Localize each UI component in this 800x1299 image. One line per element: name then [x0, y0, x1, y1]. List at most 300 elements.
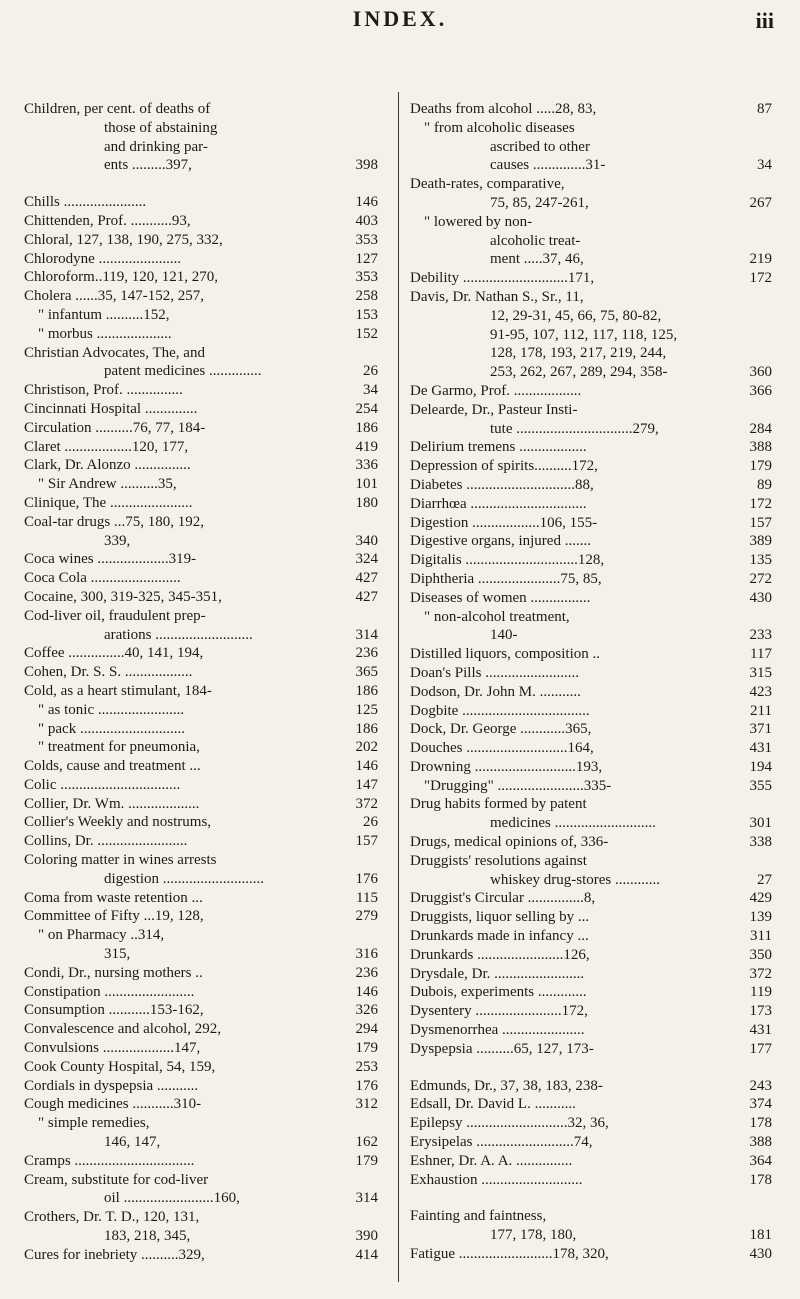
index-page-ref: 253 — [355, 1058, 378, 1075]
index-entry-text: Coca wines ...................319- — [24, 551, 197, 568]
index-line — [410, 326, 772, 345]
index-entry-text: Drysdale, Dr. ........................ — [410, 965, 585, 982]
index-entry-text: Coffee ...............40, 141, 194, — [24, 645, 204, 662]
index-page-ref: 390 — [355, 1228, 378, 1245]
index-page-ref: 176 — [355, 870, 378, 887]
index-entry-text: De Garmo, Prof. .................. — [410, 382, 582, 399]
index-entry-text: Druggists, liquor selling by ... — [410, 909, 590, 926]
index-page-ref: 139 — [749, 909, 772, 926]
index-page-ref: 146 — [355, 758, 378, 775]
index-line — [24, 287, 378, 306]
index-line — [24, 757, 378, 776]
index-page-ref: 26 — [363, 363, 378, 380]
index-line — [24, 720, 378, 739]
index-page-ref: 388 — [749, 439, 772, 456]
index-line — [24, 475, 378, 494]
index-line — [410, 232, 772, 251]
index-entry-text: Fainting and faintness, — [410, 1208, 547, 1225]
index-page-ref: 176 — [355, 1077, 378, 1094]
index-entry-text: Cholera ......35, 147-152, 257, — [24, 288, 204, 305]
index-line — [410, 1077, 772, 1096]
index-line — [410, 307, 772, 326]
index-line — [24, 456, 378, 475]
index-entry-text: 315, — [104, 946, 131, 963]
index-page-ref: 427 — [355, 588, 378, 605]
index-page-ref: 115 — [356, 889, 378, 906]
index-entry-text: Drugs, medical opinions of, 336- — [410, 834, 609, 851]
index-entry-text: Dock, Dr. George ............365, — [410, 721, 592, 738]
index-page-ref: 117 — [750, 646, 772, 663]
index-entry-text: Eshner, Dr. A. A. ............... — [410, 1152, 573, 1169]
index-line — [410, 551, 772, 570]
index-line — [410, 1226, 772, 1245]
index-page-ref: 236 — [355, 645, 378, 662]
index-entry-text: Edmunds, Dr., 37, 38, 183, 238- — [410, 1077, 603, 1094]
index-page-ref: 279 — [355, 908, 378, 925]
index-entry-text: Douches ...........................164, — [410, 740, 594, 757]
index-line — [24, 1020, 378, 1039]
index-line — [24, 138, 378, 157]
index-entry-text: Cocaine, 300, 319-325, 345-351, — [24, 588, 222, 605]
index-entry-text: Fatigue .........................178, 320, — [410, 1246, 609, 1263]
index-line — [24, 362, 378, 381]
index-line — [24, 268, 378, 287]
index-line — [410, 908, 772, 927]
index-line — [24, 813, 378, 832]
index-entry-text: Davis, Dr. Nathan S., Sr., 11, — [410, 288, 584, 305]
index-entry-text: ascribed to other — [490, 138, 590, 155]
index-page-ref: 34 — [757, 157, 772, 174]
index-page-ref: 147 — [355, 776, 378, 793]
index-entry-text: " non-alcohol treatment, — [424, 608, 570, 625]
index-entry-text: Digestive organs, injured ....... — [410, 533, 591, 550]
index-line — [410, 889, 772, 908]
index-line — [24, 701, 378, 720]
index-entry-text: Erysipelas ..........................74, — [410, 1134, 593, 1151]
index-entry-text: Cordials in dyspepsia ........... — [24, 1077, 199, 1094]
index-page-ref: 172 — [749, 270, 772, 287]
index-entry-text: Cramps ................................ — [24, 1152, 195, 1169]
index-page-ref: 179 — [355, 1040, 378, 1057]
index-entry-text: Dogbite .................................. — [410, 702, 590, 719]
index-line — [410, 758, 772, 777]
index-line — [24, 231, 378, 250]
index-line — [410, 382, 772, 401]
index-line — [410, 965, 772, 984]
index-entry-text: Cod-liver oil, fraudulent prep- — [24, 607, 206, 624]
index-entry-text: Cough medicines ...........310- — [24, 1096, 202, 1113]
index-line — [24, 1058, 378, 1077]
index-line — [410, 645, 772, 664]
index-page-ref: 153 — [355, 306, 378, 323]
index-page-ref: 101 — [355, 476, 378, 493]
index-page-ref: 119 — [750, 984, 772, 1001]
index-entry-text: Chloral, 127, 138, 190, 275, 332, — [24, 231, 223, 248]
index-line — [24, 1114, 378, 1133]
index-line — [410, 983, 772, 1002]
index-entry-text: Dodson, Dr. John M. ........... — [410, 683, 581, 700]
index-entry-text: those of abstaining — [104, 119, 218, 136]
index-line — [410, 1021, 772, 1040]
index-page-ref: 389 — [749, 533, 772, 550]
index-gap — [410, 1189, 772, 1207]
index-page-ref: 26 — [363, 814, 378, 831]
index-entry-text: 75, 85, 247-261, — [490, 194, 589, 211]
index-page-ref: 243 — [749, 1077, 772, 1094]
index-line — [24, 381, 378, 400]
index-entry-text: Dyspepsia ..........65, 127, 173- — [410, 1040, 594, 1057]
index-entry-text: 146, 147, — [104, 1134, 161, 1151]
index-line — [24, 907, 378, 926]
index-entry-text: Consumption ...........153-162, — [24, 1002, 204, 1019]
index-line — [24, 250, 378, 269]
index-page-ref: 179 — [749, 458, 772, 475]
index-page-ref: 157 — [355, 833, 378, 850]
index-entry-text: Cohen, Dr. S. S. .................. — [24, 664, 193, 681]
index-line — [410, 570, 772, 589]
index-entry-text: Dysentery .......................172, — [410, 1003, 588, 1020]
index-page-ref: 181 — [749, 1227, 772, 1244]
index-page-ref: 186 — [355, 419, 378, 436]
index-line — [24, 532, 378, 551]
index-page-ref: 360 — [749, 364, 772, 381]
index-page-ref: 366 — [749, 382, 772, 399]
index-page-ref: 353 — [355, 269, 378, 286]
index-entry-text: Cures for inebriety ..........329, — [24, 1246, 205, 1263]
index-line — [410, 269, 772, 288]
index-entry-text: Colds, cause and treatment ... — [24, 758, 201, 775]
index-entry-text: " treatment for pneumonia, — [38, 739, 200, 756]
index-line — [24, 419, 378, 438]
index-page-ref: 284 — [749, 420, 772, 437]
index-line — [410, 344, 772, 363]
index-page-ref: 316 — [355, 946, 378, 963]
index-page-ref: 353 — [355, 231, 378, 248]
index-entry-text: " infantum ..........152, — [38, 306, 170, 323]
index-page-ref: 326 — [355, 1002, 378, 1019]
index-page-ref: 364 — [749, 1152, 772, 1169]
index-entry-text: 339, — [104, 532, 131, 549]
index-entry-text: 140- — [490, 627, 518, 644]
index-line — [410, 814, 772, 833]
index-line — [410, 495, 772, 514]
index-line — [410, 871, 772, 890]
index-line — [410, 683, 772, 702]
index-page-ref: 178 — [749, 1115, 772, 1132]
index-gap — [410, 1059, 772, 1077]
index-page-ref: 338 — [749, 834, 772, 851]
index-line — [410, 702, 772, 721]
index-line — [24, 1189, 378, 1208]
index-page-ref: 177 — [749, 1040, 772, 1057]
index-page-ref: 219 — [749, 251, 772, 268]
index-entry-text: Chills ...................... — [24, 194, 147, 211]
index-entry-text: alcoholic treat- — [490, 232, 581, 249]
index-page-ref: 186 — [355, 682, 378, 699]
index-line — [24, 644, 378, 663]
index-line — [24, 1246, 378, 1265]
index-line — [410, 1040, 772, 1059]
index-entry-text: Coma from waste retention ... — [24, 889, 203, 906]
index-line — [24, 494, 378, 513]
index-entry-text: Chlorodyne ...................... — [24, 250, 182, 267]
index-entry-text: "Drugging" .......................335- — [424, 777, 612, 794]
index-line — [410, 1133, 772, 1152]
index-line — [24, 438, 378, 457]
index-entry-text: Cincinnati Hospital .............. — [24, 400, 198, 417]
index-page-ref: 314 — [355, 626, 378, 643]
index-page-ref: 233 — [749, 627, 772, 644]
index-page-ref: 272 — [749, 570, 772, 587]
index-entry-text: Debility ............................171, — [410, 270, 595, 287]
index-line — [410, 833, 772, 852]
index-page-ref: 427 — [355, 570, 378, 587]
index-entry-text: Dubois, experiments ............. — [410, 984, 587, 1001]
index-page-ref: 301 — [749, 815, 772, 832]
index-line — [24, 1133, 378, 1152]
index-page-ref: 236 — [355, 964, 378, 981]
index-line — [410, 1171, 772, 1190]
index-entry-text: Condi, Dr., nursing mothers .. — [24, 964, 203, 981]
index-entry-text: Drunkards made in infancy ... — [410, 928, 589, 945]
index-entry-text: Deaths from alcohol .....28, 83, — [410, 101, 597, 117]
index-page-ref: 340 — [355, 532, 378, 549]
index-line — [410, 532, 772, 551]
index-entry-text: Colic ................................ — [24, 776, 181, 793]
index-line — [24, 851, 378, 870]
index-line — [410, 852, 772, 871]
index-line — [410, 1002, 772, 1021]
index-entry-text: Drowning ...........................193, — [410, 758, 603, 775]
index-line — [24, 156, 378, 175]
index-entry-text: Chittenden, Prof. ...........93, — [24, 212, 191, 229]
index-entry-text: Delearde, Dr., Pasteur Insti- — [410, 401, 578, 418]
index-page-ref: 254 — [355, 400, 378, 417]
index-page-ref: 157 — [749, 514, 772, 531]
index-line — [24, 588, 378, 607]
page-header — [0, 0, 800, 60]
index-page-ref: 398 — [355, 157, 378, 174]
index-entry-text: 253, 262, 267, 289, 294, 358- — [490, 364, 668, 381]
index-page-ref: 152 — [355, 325, 378, 342]
index-entry-text: Depression of spirits..........172, — [410, 458, 598, 475]
index-line — [24, 569, 378, 588]
index-page-ref: 388 — [749, 1134, 772, 1151]
column-divider — [398, 92, 399, 1282]
index-page-ref: 430 — [749, 1246, 772, 1263]
index-line — [410, 401, 772, 420]
index-line — [24, 945, 378, 964]
index-entry-text: Collins, Dr. ........................ — [24, 833, 188, 850]
index-entry-text: Coal-tar drugs ...75, 180, 192, — [24, 513, 204, 530]
index-line — [410, 626, 772, 645]
index-column-right — [410, 100, 772, 1264]
index-entry-text: Diseases of women ................ — [410, 589, 591, 606]
index-page-ref: 202 — [355, 739, 378, 756]
index-line — [410, 213, 772, 232]
index-entry-text: causes ..............31- — [490, 157, 606, 174]
index-entry-text: Constipation ........................ — [24, 983, 195, 1000]
index-page-ref: 179 — [355, 1152, 378, 1169]
index-page-ref: 173 — [749, 1003, 772, 1020]
index-line — [24, 193, 378, 212]
index-line — [24, 776, 378, 795]
index-entry-text: " Sir Andrew ..........35, — [38, 476, 177, 493]
index-line — [410, 175, 772, 194]
index-line — [410, 777, 772, 796]
index-line — [410, 100, 772, 119]
index-line — [410, 138, 772, 157]
index-column-left — [24, 100, 378, 1265]
index-line — [410, 589, 772, 608]
index-entry-text: ents .........397, — [104, 157, 192, 174]
index-page-ref: 365 — [355, 664, 378, 681]
index-line — [410, 927, 772, 946]
index-line — [24, 400, 378, 419]
index-line — [24, 100, 378, 119]
index-page-ref: 186 — [355, 720, 378, 737]
index-page-ref: 211 — [750, 702, 772, 719]
index-line — [24, 795, 378, 814]
index-entry-text: Clinique, The ...................... — [24, 494, 193, 511]
index-line — [24, 870, 378, 889]
index-page-ref: 180 — [355, 494, 378, 511]
index-entry-text: patent medicines .............. — [104, 363, 262, 380]
index-line — [410, 608, 772, 627]
index-line — [24, 119, 378, 138]
index-entry-text: Claret ..................120, 177, — [24, 438, 189, 455]
index-line — [24, 513, 378, 532]
index-entry-text: Collier, Dr. Wm. ................... — [24, 795, 200, 812]
index-page-ref: 429 — [749, 890, 772, 907]
index-entry-text: Coca Cola ........................ — [24, 570, 181, 587]
index-page-ref: 258 — [355, 288, 378, 305]
index-line — [24, 1095, 378, 1114]
index-line — [24, 682, 378, 701]
index-page-ref: 355 — [749, 777, 772, 794]
index-page-ref: 146 — [355, 194, 378, 211]
index-line — [24, 212, 378, 231]
index-line — [24, 964, 378, 983]
index-line — [410, 720, 772, 739]
index-page-ref: 423 — [749, 683, 772, 700]
index-line — [410, 1152, 772, 1171]
index-entry-text: Digestion ..................106, 155- — [410, 514, 598, 531]
index-line — [410, 946, 772, 965]
index-line — [24, 1001, 378, 1020]
index-page-ref: 431 — [749, 1022, 772, 1039]
index-page-ref: 162 — [355, 1134, 378, 1151]
index-entry-text: and drinking par- — [104, 138, 208, 155]
index-entry-text: Christian Advocates, The, and — [24, 344, 205, 361]
index-line — [24, 306, 378, 325]
index-entry-text: digestion ........................... — [104, 870, 264, 887]
index-entry-text: " simple remedies, — [38, 1115, 150, 1132]
index-page-ref: 430 — [749, 589, 772, 606]
page-title: INDEX. — [352, 6, 448, 31]
index-line — [410, 1114, 772, 1133]
index-entry-text: arations .......................... — [104, 626, 253, 643]
index-entry-text: Digitalis ..............................128, — [410, 552, 605, 569]
index-entry-text: Cook County Hospital, 54, 159, — [24, 1058, 216, 1075]
index-line — [24, 663, 378, 682]
index-line — [24, 550, 378, 569]
index-line — [410, 476, 772, 495]
index-page-ref: 372 — [355, 795, 378, 812]
index-line — [24, 1152, 378, 1171]
index-page-ref: 27 — [757, 871, 772, 888]
index-entry-text: Drunkards .......................126, — [410, 946, 590, 963]
index-line — [24, 1039, 378, 1058]
index-page-ref: 294 — [355, 1021, 378, 1038]
index-line — [410, 194, 772, 213]
index-entry-text: 183, 218, 345, — [104, 1228, 191, 1245]
index-page-ref: 374 — [749, 1096, 772, 1113]
index-entry-text: 12, 29-31, 45, 66, 75, 80-82, — [490, 307, 662, 324]
index-entry-text: Christison, Prof. ............... — [24, 382, 183, 399]
index-line — [24, 738, 378, 757]
index-entry-text: Exhaustion ........................... — [410, 1171, 583, 1188]
index-line — [410, 250, 772, 269]
index-page-ref: 324 — [355, 551, 378, 568]
index-gap — [24, 175, 378, 193]
index-entry-text: 128, 178, 193, 217, 219, 244, — [490, 345, 667, 362]
index-entry-text: " from alcoholic diseases — [424, 119, 575, 136]
index-page-ref: 311 — [750, 928, 772, 945]
index-entry-text: Cream, substitute for cod-liver — [24, 1171, 209, 1188]
index-page-ref: 172 — [749, 495, 772, 512]
index-page-ref: 125 — [355, 701, 378, 718]
index-line — [410, 795, 772, 814]
index-page-ref: 34 — [363, 382, 378, 399]
index-page-ref: 314 — [355, 1190, 378, 1207]
index-entry-text: Edsall, Dr. David L. ........... — [410, 1096, 576, 1113]
index-line — [24, 607, 378, 626]
page-number: iii — [755, 8, 774, 33]
index-line — [24, 1077, 378, 1096]
index-page-ref: 267 — [749, 194, 772, 211]
index-line — [410, 363, 772, 382]
index-page-ref: 127 — [355, 250, 378, 267]
index-page-ref: 336 — [355, 457, 378, 474]
index-entry-text: Druggist's Circular ...............8, — [410, 890, 596, 907]
index-line — [410, 119, 772, 138]
index-line — [410, 457, 772, 476]
index-entry-text: " pack ............................ — [38, 720, 185, 737]
index-page-ref: 178 — [749, 1171, 772, 1188]
index-entry-text: Dysmenorrhea ...................... — [410, 1022, 585, 1039]
index-entry-text: Diabetes .............................88, — [410, 476, 594, 493]
index-entry-text: Cold, as a heart stimulant, 184- — [24, 682, 212, 699]
index-entry-text: " as tonic ....................... — [38, 701, 185, 718]
index-page-ref: 350 — [749, 946, 772, 963]
index-entry-text: Chloroform..119, 120, 121, 270, — [24, 269, 219, 286]
index-entry-text: Coloring matter in wines arrests — [24, 852, 217, 869]
index-line — [24, 889, 378, 908]
index-line — [24, 832, 378, 851]
index-entry-text: Epilepsy ...........................32, 36, — [410, 1115, 609, 1132]
index-entry-text: " lowered by non- — [424, 213, 533, 230]
index-line — [410, 438, 772, 457]
index-page-ref: 419 — [355, 438, 378, 455]
index-entry-text: Delirium tremens .................. — [410, 439, 587, 456]
index-line — [24, 1227, 378, 1246]
index-entry-text: tute ...............................279, — [490, 420, 659, 437]
index-entry-text: Clark, Dr. Alonzo ............... — [24, 457, 191, 474]
index-entry-text: " on Pharmacy ..314, — [38, 927, 165, 944]
index-line — [410, 288, 772, 307]
index-line — [410, 420, 772, 439]
